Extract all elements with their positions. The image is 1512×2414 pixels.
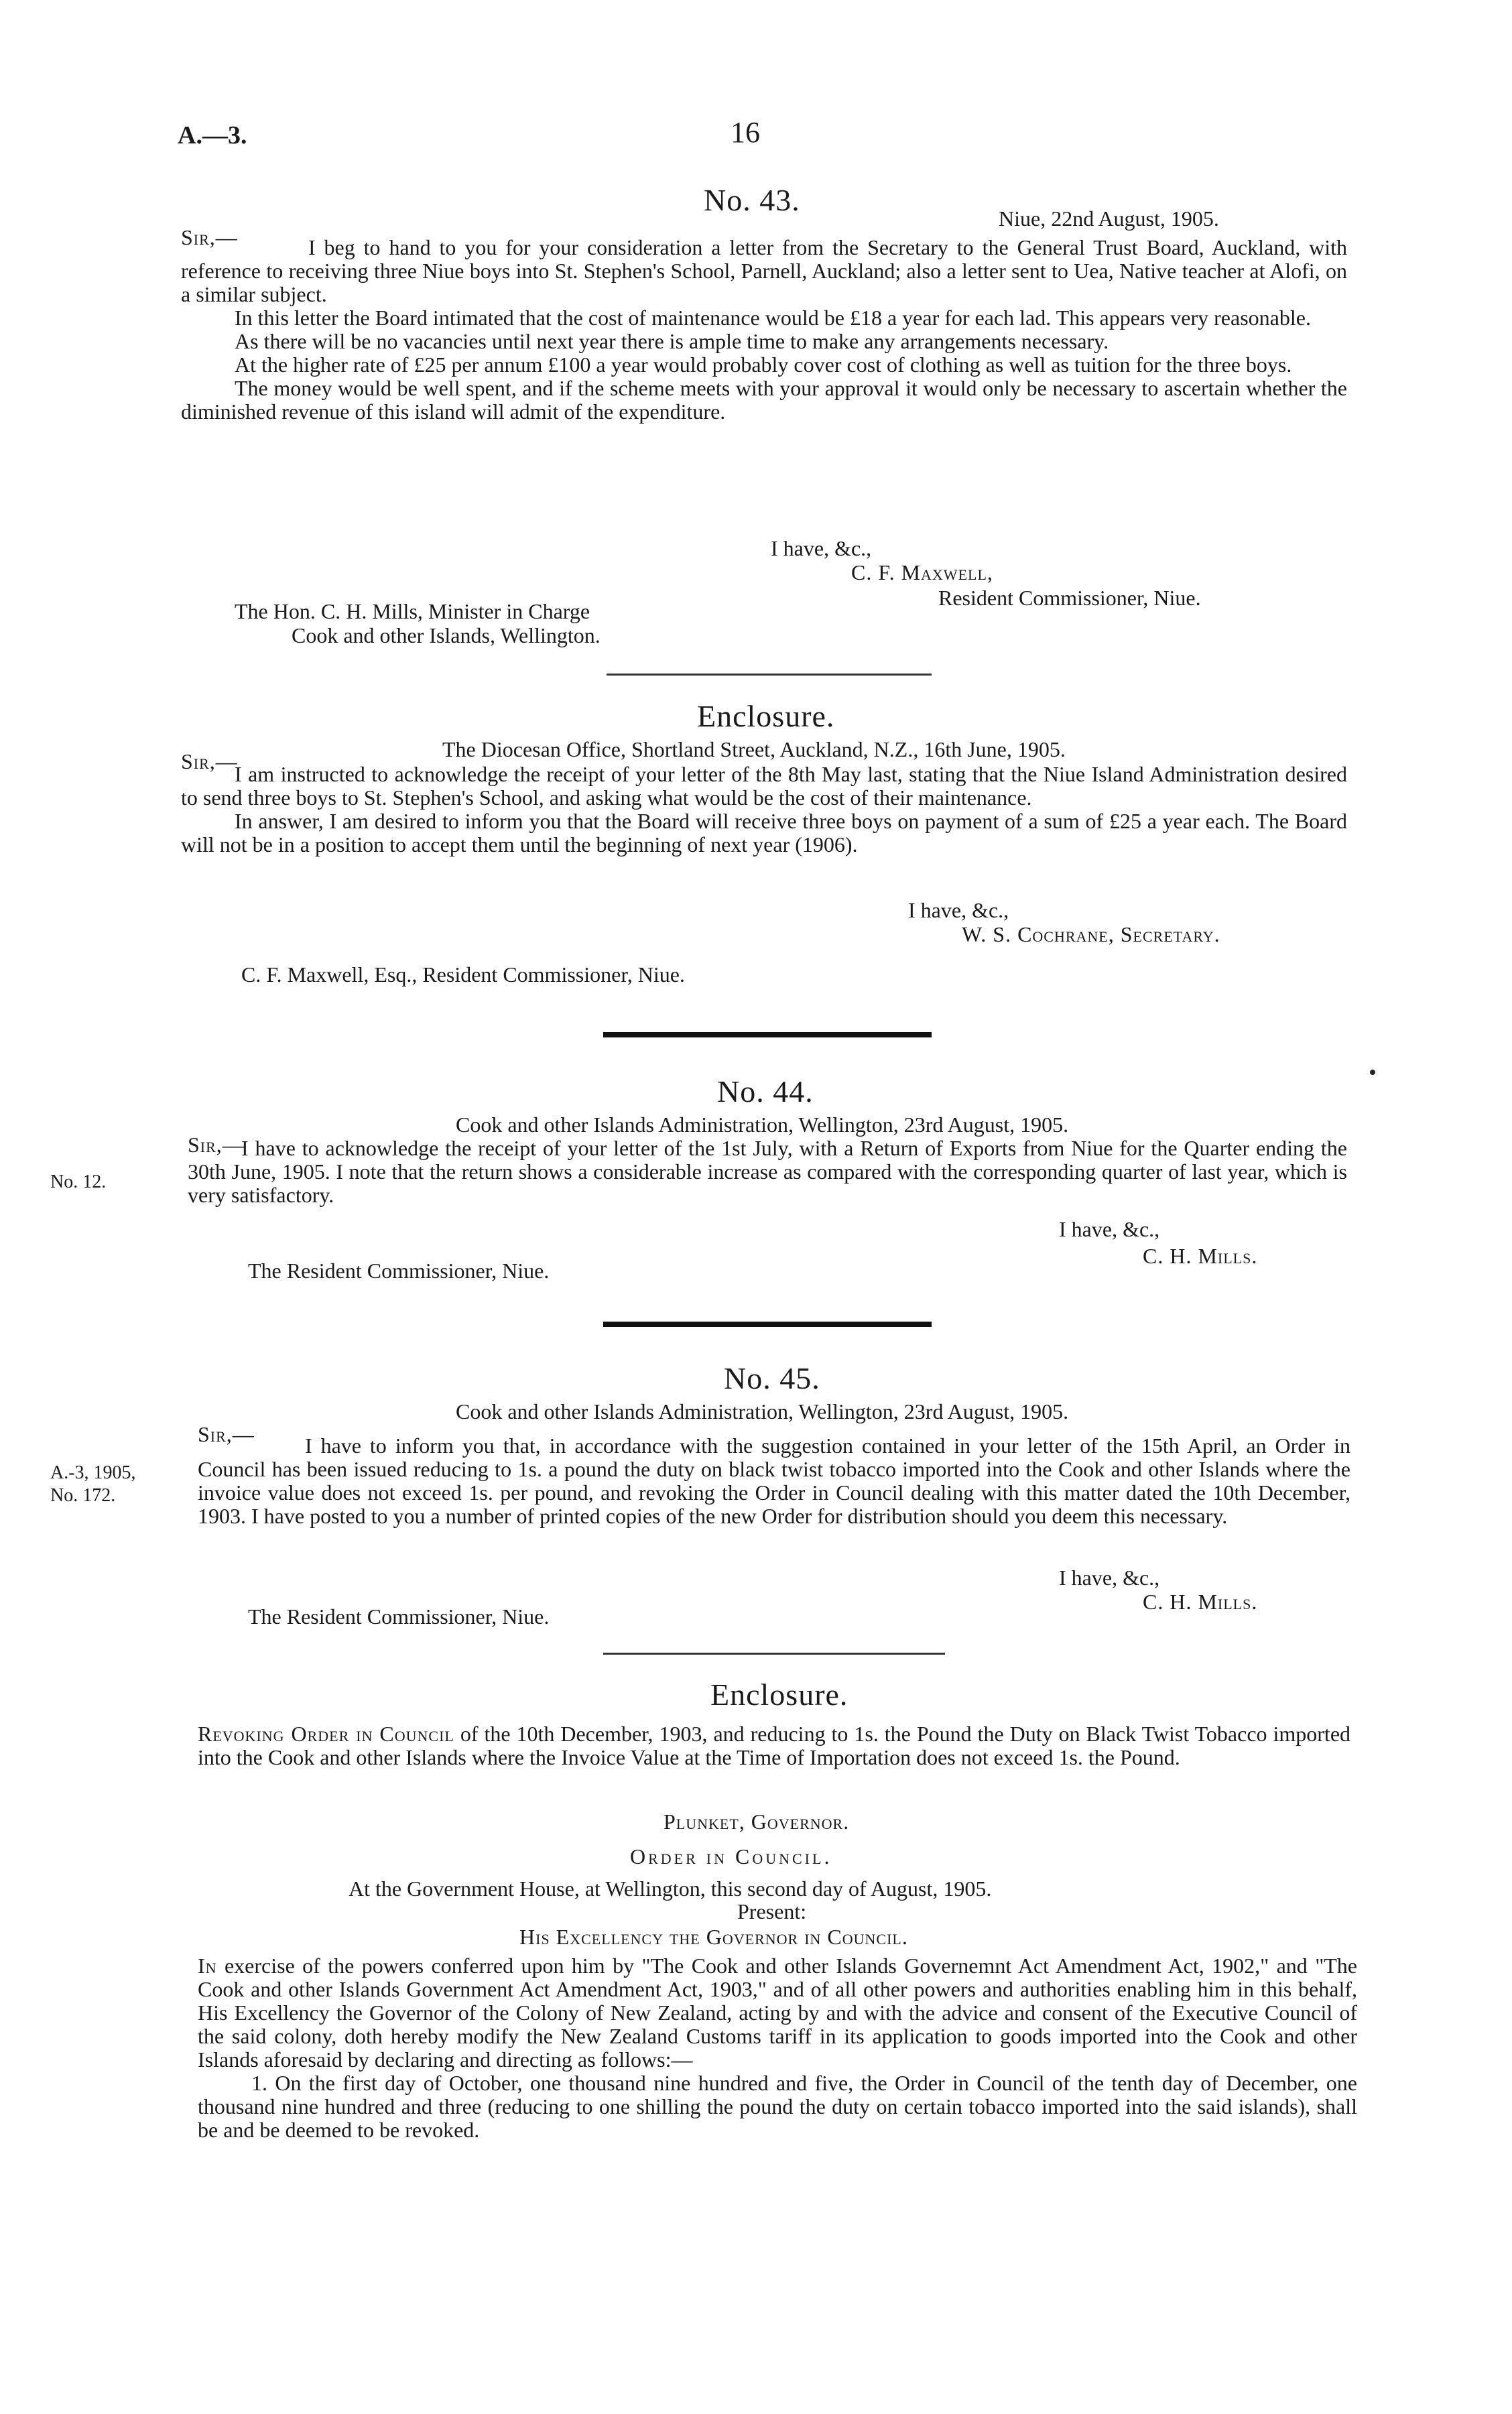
letter-43-paragraph: As there will be no vacancies until next year there is ample time to make any arrangements necessary. (235, 329, 1109, 353)
letter-43-salutation: Sir,— (181, 225, 238, 249)
letter-44-signer: C. H. Mills. (1143, 1244, 1258, 1268)
order-body-text: exercise of the powers conferred upon him by "The Cook and other Islands Governemnt Act Amendment Act, 1902," and "The Cook and other Islands Government Act Amendment Act, 1903," and of all other powers and authorities enabling him in this behalf, His Excellency the Governor of the Colony of New Zealand, acting by and with the advice and consent of the Executive Council of the said colony, doth hereby modify the New Zealand Customs tariff in its application to goods imported into the Cook and other Islands aforesaid by declaring and directing as follows:— (198, 1954, 1358, 2072)
letter-43-paragraph: In this letter the Board intimated that the cost of maintenance would be £18 a year for each lad. This appears very reasonable. (235, 306, 1311, 330)
order-place-date: At the Government House, at Wellington, this second day of August, 1905. (349, 1877, 992, 1901)
order-body (198, 1954, 1357, 2142)
letter-43-body (181, 236, 1347, 424)
letter-45-closing: I have, &c., (1059, 1566, 1160, 1590)
enclosure-1-heading: Enclosure. (697, 699, 835, 733)
enclosure-1-body (181, 763, 1347, 856)
enclosure-2-title-lead: Revoking Order in Council (198, 1722, 454, 1746)
order-present: Present: (737, 1899, 807, 1923)
letter-44-paragraph: I have to acknowledge the receipt of your letter of the 1st July, with a Return of Exports from Niue for the Quarter ending the 30th June, 1905. I note that the return shows a considerable increase as compared with the corresponding quarter of last year, which is very satisfactory. (188, 1136, 1347, 1207)
order-body-paragraph (198, 1954, 1357, 2072)
enclosure-2-heading: Enclosure. (710, 1677, 848, 1712)
order-in-council-heading: Order in Council. (630, 1844, 832, 1868)
letter-43-signer-title: Resident Commissioner, Niue. (938, 586, 1201, 610)
letter-44-salutation: Sir,— (188, 1133, 245, 1157)
letter-44-dateline: Cook and other Islands Administration, Wellington, 23rd August, 1905. (456, 1113, 1069, 1137)
letter-43-addressee-line-1: The Hon. C. H. Mills, Minister in Charge (235, 599, 590, 623)
section-divider (603, 1653, 945, 1655)
letter-43-heading: No. 43. (704, 183, 800, 217)
letter-45-salutation: Sir,— (198, 1422, 255, 1446)
letter-45-addressee: The Resident Commissioner, Niue. (248, 1604, 550, 1629)
letter-43-paragraph: I beg to hand to you for your consideration a letter from the Secretary to the General Trust Board, Auckland, with reference to receiving three Niue boys into St. Stephen's School, Parnell, Auckland; also a letter sent to Uea, Native teacher at Alofi, on a similar subject. (181, 235, 1347, 306)
letter-43-paragraph: At the higher rate of £25 per annum £100 a year would probably cover cost of clothing as well as tuition for the three boys. (235, 353, 1292, 377)
enclosure-1-signer: W. S. Cochrane, Secretary. (962, 922, 1220, 946)
letter-45-body (198, 1434, 1350, 1528)
enclosure-2-title (198, 1722, 1350, 1769)
enclosure-1-dateline: The Diocesan Office, Shortland Street, Auckland, N.Z., 16th June, 1905. (442, 737, 1066, 761)
letter-43-signer-name: C. F. Maxwell, (851, 560, 993, 584)
section-divider (603, 1322, 932, 1327)
order-body-lead: In (198, 1954, 217, 1978)
page-number: 16 (731, 116, 760, 149)
enclosure-1-closing: I have, &c., (908, 898, 1009, 922)
letter-44-addressee: The Resident Commissioner, Niue. (248, 1259, 550, 1283)
letter-43-closing: I have, &c., (771, 536, 872, 560)
enclosure-1-paragraph: I am instructed to acknowledge the receipt of your letter of the 8th May last, stating that the Niue Island Administration desired to send three boys to St. Stephen's School, and asking what would be the cost of their maintenance. (181, 762, 1347, 810)
enclosure-1-addressee: C. F. Maxwell, Esq., Resident Commissioner, Niue. (241, 962, 685, 987)
enclosure-1-paragraph: In answer, I am desired to inform you that the Board will receive three boys on payment of a sum of £25 a year each. The Board will not be in a position to accept them until the beginning of next year (1906). (181, 809, 1347, 856)
letter-43-dateline: Niue, 22nd August, 1905. (999, 206, 1219, 231)
governor-signature: Plunket, Governor. (664, 1809, 850, 1834)
letter-45-dateline: Cook and other Islands Administration, Wellington, 23rd August, 1905. (456, 1399, 1069, 1423)
letter-45-margin-note-2: No. 172. (50, 1485, 116, 1506)
ink-spot (1370, 1070, 1375, 1075)
letter-44-margin-note: No. 12. (50, 1171, 107, 1192)
letter-44-body (188, 1137, 1347, 1207)
letter-43-addressee-line-2: Cook and other Islands, Wellington. (292, 623, 601, 647)
section-divider (603, 1032, 932, 1037)
order-clause-1: 1. On the first day of October, one thousand nine hundred and five, the Order in Council of the tenth day of December, one thousand nine hundred and three (reducing to one shilling the pound the duty on certain tobacco imported into the said islands), shall be and be deemed to be revoked. (198, 2071, 1357, 2142)
letter-44-closing: I have, &c., (1059, 1217, 1160, 1241)
document-reference: A.—3. (178, 121, 247, 149)
letter-45-paragraph: I have to inform you that, in accordance with the suggestion contained in your letter of the 15th April, an Order in Council has been issued reducing to 1s. a pound the duty on black twist tobacco imported into the Cook and other Islands where the invoice value does not exceed 1s. per pound, and revoking the Order in Council dealing with this matter dated the 10th December, 1903. I have posted to you a number of printed copies of the new Order for distribution should you deem this necessary. (198, 1434, 1350, 1528)
letter-45-heading: No. 45. (724, 1361, 820, 1395)
enclosure-2-title-text (198, 1722, 1350, 1769)
section-divider (607, 674, 932, 676)
order-council: His Excellency the Governor in Council. (519, 1925, 908, 1949)
letter-45-margin-note-1: A.-3, 1905, (50, 1462, 136, 1483)
letter-45-signer: C. H. Mills. (1143, 1590, 1258, 1614)
enclosure-1-salutation: Sir,— (181, 749, 238, 773)
letter-44-heading: No. 44. (717, 1074, 814, 1108)
letter-43-paragraph: The money would be well spent, and if the scheme meets with your approval it would only be necessary to ascertain whether the diminished revenue of this island will admit of the expenditure. (181, 376, 1347, 424)
enclosure-2-title-rest: of the 10th December, 1903, and reducing to 1s. the Pound the Duty on Black Twist Tobacco imported into the Cook and other Islands where the Invoice Value at the Time of Importation does not exceed 1s. the Pound. (198, 1722, 1351, 1769)
